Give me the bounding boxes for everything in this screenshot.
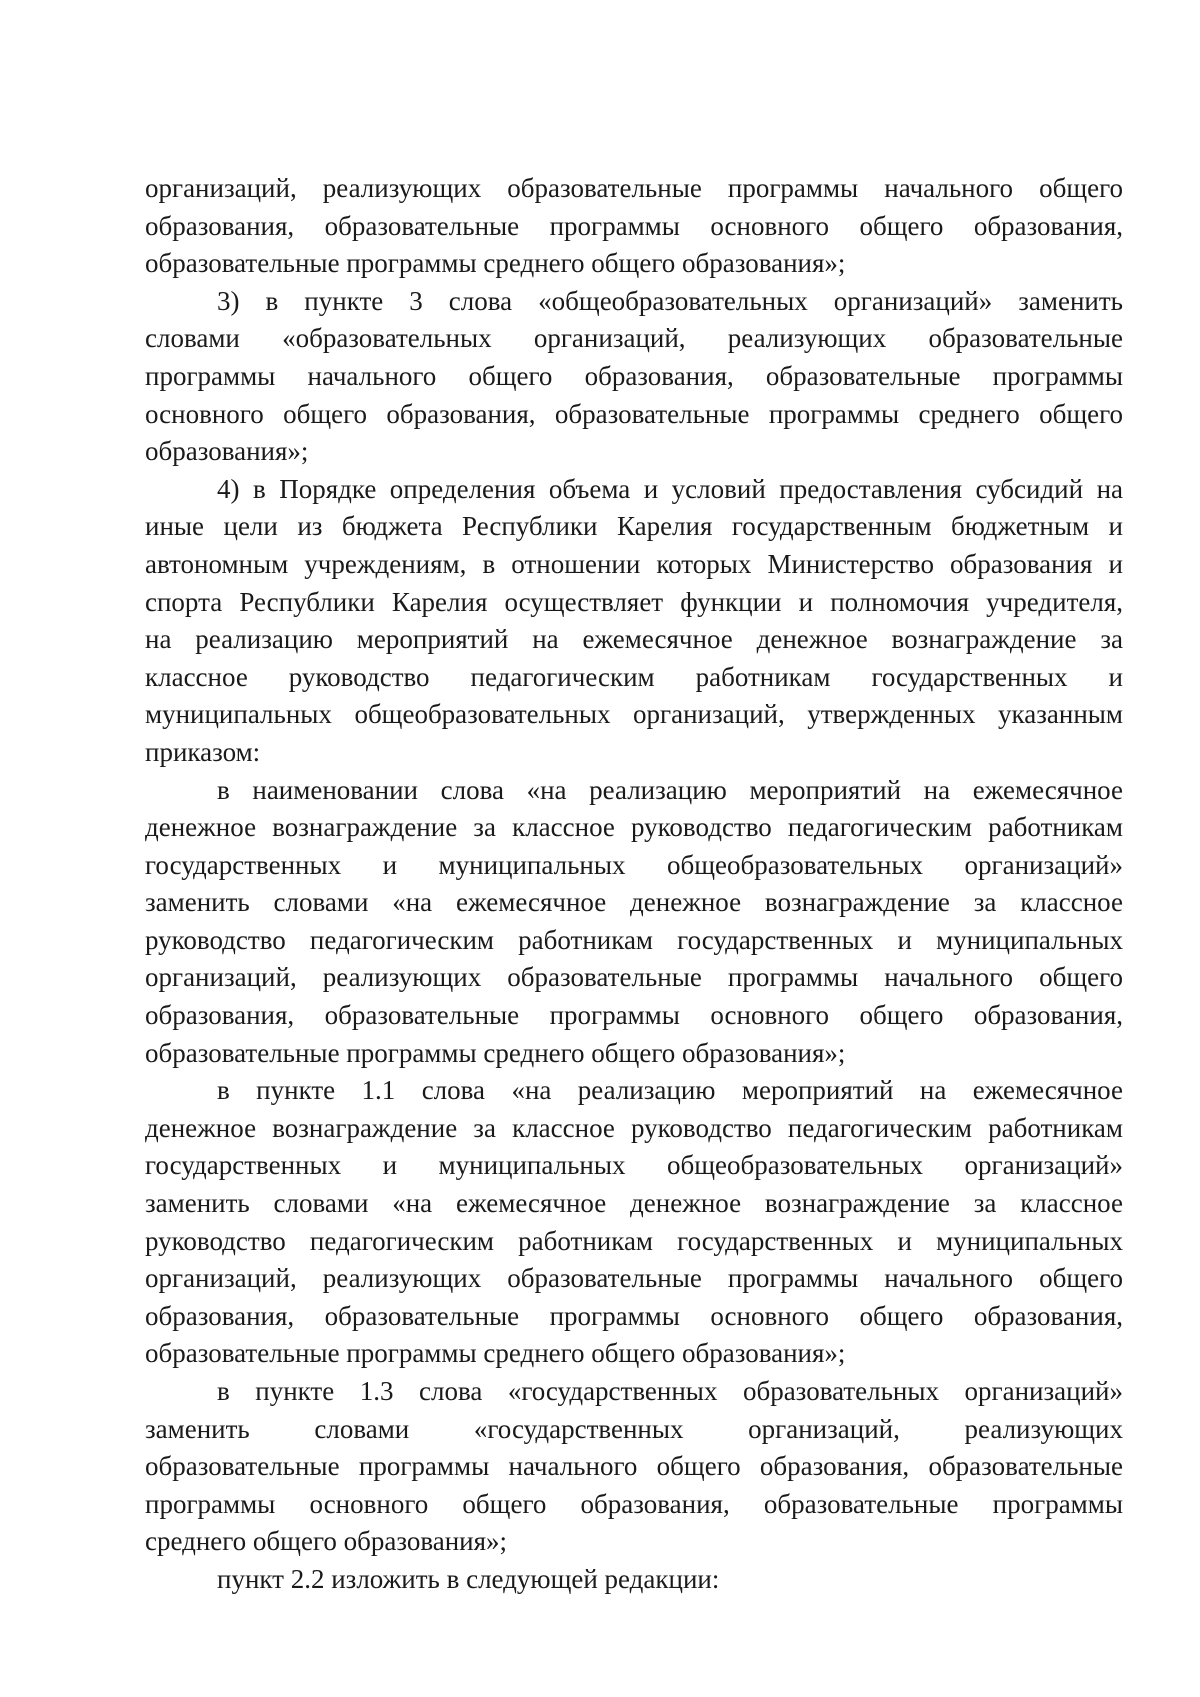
text-line: государственных и муниципальных общеобразовательных организаций» [145, 1150, 1123, 1181]
text-line: классное руководство педагогическим работникам государственных и [145, 661, 1123, 692]
text-line: программы основного общего образования, образовательные программы [145, 1488, 1123, 1519]
text-line: заменить словами «государственных организаций, реализующих [145, 1413, 1123, 1444]
text-line: образовательные программы среднего общего образования»; [145, 248, 846, 279]
text-line: программы начального общего образования, образовательные программы [145, 360, 1123, 391]
text-line: заменить словами «на ежемесячное денежное вознаграждение за классное [145, 887, 1123, 918]
text-line: образования, образовательные программы основного общего образования, [145, 1000, 1123, 1031]
text-line: автономным учреждениям, в отношении которых Министерство образования и [145, 548, 1123, 579]
text-line: муниципальных общеобразовательных организаций, утвержденных указанным [145, 699, 1123, 730]
text-line: образовательные программы среднего общего образования»; [145, 1037, 846, 1068]
text-line: образования, образовательные программы основного общего образования, [145, 1300, 1123, 1331]
text-line: руководство педагогическим работникам государственных и муниципальных [145, 924, 1123, 955]
text-line: основного общего образования, образовательные программы среднего общего [145, 398, 1123, 429]
text-line: в пункте 1.1 слова «на реализацию мероприятий на ежемесячное [217, 1075, 1123, 1106]
text-line: среднего общего образования»; [145, 1526, 508, 1557]
text-line: на реализацию мероприятий на ежемесячное денежное вознаграждение за [145, 624, 1123, 655]
text-line: руководство педагогическим работникам государственных и муниципальных [145, 1225, 1123, 1256]
text-line: организаций, реализующих образовательные программы начального общего [145, 1263, 1123, 1294]
text-line: образовательные программы среднего общего образования»; [145, 1338, 846, 1369]
text-line: организаций, реализующих образовательные программы начального общего [145, 962, 1123, 993]
text-line: в пункте 1.3 слова «государственных образовательных организаций» [217, 1376, 1123, 1406]
text-line: в наименовании слова «на реализацию мероприятий на ежемесячное [217, 774, 1123, 805]
text-line: спорта Республики Карелия осуществляет функции и полномочия учредителя, [145, 586, 1123, 617]
text-line: пункт 2.2 изложить в следующей редакции: [217, 1563, 720, 1594]
text-line: образования, образовательные программы основного общего образования, [145, 210, 1123, 241]
text-line: образования»; [145, 436, 309, 467]
text-line: денежное вознаграждение за классное руководство педагогическим работникам [145, 812, 1123, 843]
text-line: словами «образовательных организаций, реализующих образовательные [145, 323, 1123, 354]
text-line: организаций, реализующих образовательные программы начального общего [145, 173, 1123, 203]
text-line: приказом: [145, 736, 261, 767]
text-line: образовательные программы начального общего образования, образовательные [145, 1451, 1123, 1482]
text-line: иные цели из бюджета Республики Карелия государственным бюджетным и [145, 511, 1123, 542]
text-line: 3) в пункте 3 слова «общеобразовательных организаций» заменить [217, 285, 1123, 316]
text-line: 4) в Порядке определения объема и условий предоставления субсидий на [217, 473, 1123, 504]
text-line: государственных и муниципальных общеобразовательных организаций» [145, 849, 1123, 880]
text-line: заменить словами «на ежемесячное денежное вознаграждение за классное [145, 1188, 1123, 1219]
document-body [145, 170, 1123, 1599]
text-line: денежное вознаграждение за классное руководство педагогическим работникам [145, 1112, 1123, 1143]
